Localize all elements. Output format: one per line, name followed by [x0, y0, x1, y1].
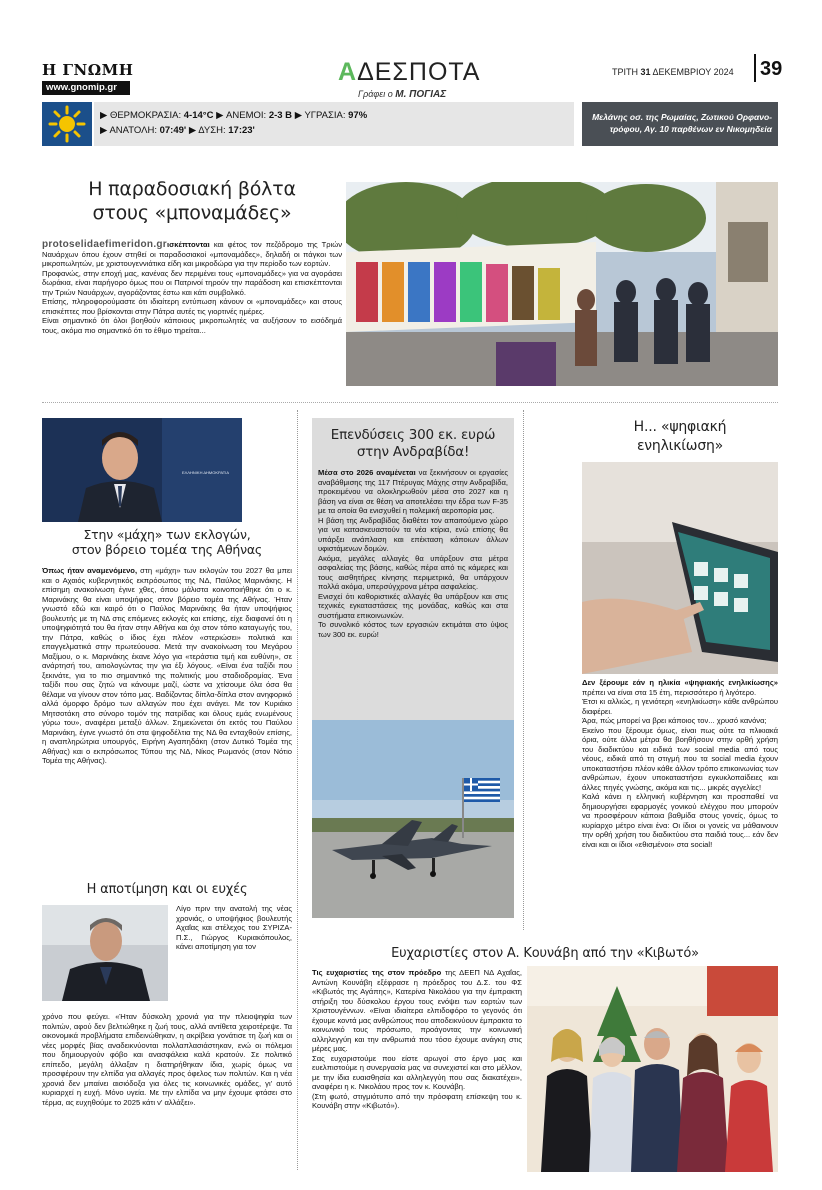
weather-line-2 — [100, 125, 255, 136]
article-andravida-lead: Μέσα στο 2026 αναμένεται — [318, 468, 416, 477]
article-andravida-paragraph: Ακόμα, μεγάλες αλλαγές θα υπάρξουν στα μέτρα ασφαλείας της βάσης, καθώς πέρα από τις κάμερες και τους αισθητήρες κίνησης περιμετρικά, θα υπάρχουν πολλά ακόμα, υπερσύγχρονα μέτρα ασφαλείας. — [318, 553, 508, 591]
article-marinakis-body — [42, 566, 292, 766]
article-andravida-title-line-2: στην Ανδραβίδα! — [356, 444, 470, 460]
sunset-icon: ▶ — [188, 125, 197, 136]
divider-vertical — [523, 410, 524, 930]
saints-of-day — [582, 102, 778, 146]
article-andravida-paragraph: Το συνολικό κόστος των εργασιών εκτιμάται στο ύψος των 300 εκ. ευρώ! — [318, 620, 508, 639]
newspaper-logo: Η ΓΝΩΜΗ — [42, 61, 134, 79]
article-andravida-paragraph: να ξεκινήσουν οι εργασίες αναβάθμισης της 117 Πτέρυγας Μάχης στην Ανδραβίδα, προκειμένου να ολοκληρωθούν μέσα στο 2027 και η βάση να είναι σε θέση να αποτελέσει την έδρα των F-35 με τα οποία θα ενισχυθεί η πολεμική αεροπορία μας. — [318, 468, 509, 515]
article-marinakis-title-line-2: στον βόρειο τομέα της Αθήνας — [71, 542, 263, 557]
date-day: 31 — [640, 67, 651, 77]
article-vollta-paragraph: και φέτος τον πεζόδρομο της Τριών Ναυάρχων όπου έχουν στηθεί οι παραδοσιακοί «μποναμάδες», δηλαδή οι πάγκοι των μικροπωλητών, με χριστουγεννιάτικα είδη και μικροδώρα για την περίοδο των εορτών. — [42, 240, 342, 268]
saints-line-1: Μελάνης οσ. της Ρωμαίας, Ζωτικού Ορφανο- — [592, 112, 772, 122]
sunrise-label: ΑΝΑΤΟΛΗ: — [109, 125, 157, 136]
svg-text:ΕΛΛΗΝΙΚΗ ΔΗΜΟΚΡΑΤΙΑ: ΕΛΛΗΝΙΚΗ ΔΗΜΟΚΡΑΤΙΑ — [182, 470, 229, 475]
article-psifiaki-lead: Δεν ξέρουμε εάν η ηλικία «ψηφιακής ενηλικίωσης» — [582, 678, 778, 687]
date-month-year: ΔΕΚΕΜΒΡΙΟΥ 2024 — [650, 67, 734, 77]
article-marinakis-paragraph: στη «μάχη» των εκλογών του 2027 θα μπει και ο Αχαιός κυβερνητικός εκπρόσωπος της ΝΔ, Παύλος Μαρινάκης. Η επίσημη ανακοίνωση έγινε χθες, όπου μάλιστα κοινοποιήθηκε ότι ο κ. Μαρινάκης θα είναι υποψήφιος στον βόρειο τομέα της Αθήνας. Ήταν γνωστό εδώ και καιρό ότι ο Παύλος Μαρινάκης θα ήταν υποψήφιος βουλευτής με τη ΝΔ στις επόμενες εκλογές και επίσης, είχε διαφανεί ότι η υποψηφιότητά του θα ήταν στην Αθήνα και όχι στον τόπο καταγωγής του, την Πάτρα, καθώς ο ίδιος έχει πλέον «στεριώσει» πολιτικά και επαγγελματικά στην πρωτεύουσα. Μετά την ανακοίνωση του Μεγάρου Μαξίμου, ο κ. Μαρινάκης έκανε λόγο για «τεράστια τιμή και ευθύνη», σε ανάρτησή του, αιτιολογώντας την για έξι λόγους. «Είναι ένα ταξίδι που ξεκινάτε, για το πιο σημαντικό της πολιτικής μου σταδιοδρομίας. Ένα ταξίδι που σας ζητώ να κάνουμε μαζί, ώστε να χτίσουμε όλα όσα θα θέλαμε να γίνουν στον τόπο μας. Βαδίζοντας δίπλα-δίπλα στον ανηφορικό αλλά όμορφο δρόμο των αλλαγών που έχει ανάγει. Με τον Κυριάκο Μητσοτάκη στο σύνορο τομόν της πατρίδας και όλους εμάς ενωμένους γύρω του», αναφέρει μεταξύ άλλων. Σημειώνεται ότι εκτός του Παύλου Μαρινάκη, έγινε γνωστό ότι στα ψηφοδέλτια της ΝΔ θα ενταχθούν επίσης, η αναπληρώτρια υπουργός, Ειρήνη Αγαπηδάκη (στον Δυτικό Τομέα της Αθήνας) και ο εκπρόσωπος Τύπου της ΝΔ, Νίκος Ρωμανός (στον Νότιο Τομέα της Αθήνας). — [42, 566, 292, 765]
temperature-value: 4-14°C — [183, 110, 214, 121]
article-apotimisi-body-top: Λίγο πριν την ανατολή της νέας χρονιάς, ο υποψήφιος βουλευτής Αχαΐας και στέλεχος του ΣΥΡΙΖΑ-Π.Σ., Γιώργος Κυριακόπουλος, κάνει αποτίμηση για τον — [176, 904, 292, 951]
article-kivotos-paragraph: (Στη φωτό, στιγμιότυπο από την πρόσφατη επίσκεψη του κ. Κουνάβη στην «Κιβωτό»). — [312, 1091, 522, 1110]
thermometer-icon: ▶ — [100, 110, 108, 121]
article-marinakis-title-line-1: Στην «μάχη» των εκλογών, — [83, 527, 251, 542]
sunset-value: 17:23' — [228, 125, 255, 136]
issue-date — [612, 67, 734, 77]
article-andravida-body — [318, 468, 508, 639]
article-andravida-paragraph: Η βάση της Ανδραβίδας διαθέτει τον απαιτούμενο χώρο για να κατασκευαστούν τα νέα κτίρια, ενώ επίσης θα υπάρξει ανάπλαση και επέκταση κάποιων άλλων υφιστάμενων δομών. — [318, 515, 508, 553]
article-psifiaki-paragraph: Άρα, πώς μπορεί να βρει κάποιος τον... χρυσό κανόνα; — [582, 716, 767, 725]
page-number-divider — [754, 54, 756, 82]
temperature-label: ΘΕΡΜΟΚΡΑΣΙΑ: — [109, 110, 182, 121]
article-vollta-title-line-1: Η παραδοσιακή βόλτα — [88, 178, 296, 200]
saints-line-2: τρόφου, Αγ. 10 παρθένων εν Νικομηδεία — [609, 124, 772, 134]
article-kivotos-paragraph: Σας ευχαριστούμε που είστε αρωγοί στο έργο μας και ευελπιστούμε η συνεργασία μας να συνεχιστεί και στο μέλλον, με την ίδια ευαισθησία και αλληλεγγύη που σας διακατέχει», αναφέρει η κ. Νικολάου προς τον κ. Κουνάβη. — [312, 1053, 522, 1091]
article-vollta-body — [42, 240, 342, 335]
byline-name: Μ. ΠΟΓΙΑΣ — [395, 89, 447, 100]
article-psifiaki-paragraph: Έτσι κι αλλιώς, η γενιότερη «ενηλικίωση» κάθε ανθρώπου διαφέρει. — [582, 697, 778, 716]
article-andravida-title — [312, 427, 514, 461]
kivotos-group-photo — [527, 966, 778, 1172]
divider-horizontal — [42, 402, 778, 403]
article-vollta-lead: ισκέπτονται — [167, 240, 210, 249]
masthead — [0, 0, 822, 100]
page-number: 39 — [760, 58, 783, 80]
sun-icon — [42, 102, 92, 146]
watermark: protoselidaefimeridon.gr — [42, 239, 167, 250]
article-psifiaki-paragraph: Καλά κάνει η ελληνική κυβέρνηση και προσπαθεί να δημιουργήσει εφαρμογές γονικού ελέγχου που μπορούν να προσφέρουν κάποια βαθμίδα στους γονείς, όμως το κυρίαρχο μέτρο είναι ένα: Οι ίδιοι οι γονείς να μάθαινουν την ορθή χρήση του διαδικτύου στα παιδιά τους... εάν δεν είναι και οι ίδιοι «εθισμένοι» στα social! — [582, 792, 778, 849]
sunset-label: ΔΥΣΗ: — [198, 125, 226, 136]
divider-vertical — [297, 410, 298, 1170]
article-psifiaki-paragraph: πρέπει να είναι στα 15 έτη, περισσότερο ή λιγότερο. — [582, 687, 757, 697]
wind-value: 2-3 Β — [268, 110, 293, 121]
article-kivotos-body — [312, 968, 522, 1111]
weather-icon-box — [42, 102, 92, 146]
article-apotimisi-body-rest: χρόνο που φεύγει. «Ήταν δύσκολη χρονιά για την πλειοψηφία των πολιτών, αφού δεν βελτιώθηκε η ζωή τους, αλλά αντίθετα χειροτέρεψε. Τα οικονομικά προβλήματα επιδεινώθηκαν, η ακρίβεια γονάτισε τη ζωή και οι νέες μορφές βίας αναδεικνύονται πολλαπλασιάστηκαν, ενώ οι πόλεμοι που δημιουργούν φόβο και ανασφάλεια καλά κρατούν. Σε πολιτικό επίπεδο, μεγάλη άλλαξαν η διατηρήθηκαν ίδια, χωρίς όμως να προσφέρουν την ελπίδα για αλλαγές προς όφελος των πολιτών. Και η νέα χρονιά δεν μπαίνει αισιόδοξα για όλες τις κοινωνικές ομάδες, γι' αυτό κυριαρχεί η ευχή. Μόνο υγεία. Με την ελπίδα να μην έχουμε φτάσει στο τέρμα, ας ευχηθούμε το 2025 κάτι ν' αλλάξει». — [42, 1012, 292, 1107]
sunrise-icon: ▶ — [100, 125, 108, 136]
weather-line-1 — [100, 110, 367, 121]
wind-icon: ▶ — [216, 110, 224, 121]
article-psifiaki-title — [582, 418, 778, 456]
weather-bar — [42, 102, 778, 146]
byline-prefix: Γράφει ο — [358, 89, 393, 99]
website-url[interactable]: www.gnomip.gr — [42, 81, 130, 95]
sunrise-value: 07:49' — [159, 125, 187, 136]
humidity-value: 97% — [348, 110, 368, 121]
section-title-rest: ΔΕΣΠΟΤΑ — [357, 58, 481, 86]
wind-label: ΑΝΕΜΟΙ: — [226, 110, 267, 121]
byline — [358, 89, 446, 100]
article-apotimisi-title: Η αποτίμηση και οι ευχές — [86, 882, 248, 897]
market-stalls-photo — [346, 182, 778, 386]
humidity-icon: ▶ — [294, 110, 302, 121]
article-kivotos-paragraph: της ΔΕΕΠ ΝΔ Αχαΐας, Αντώνη Κουνάβη εξέφρασε η πρόεδρος του Δ.Σ. του ΦΣ «Κιβωτός της Αγάπης», Κατερίνα Νικολάου για την έμπρακτη στήριξη του δύσκολου έργου τους ενόψει των εορτών των Χριστουγέννων. «Είναι ιδιαίτερα ελπιδοφόρο το γεγονός ότι έχουμε κοντά μας ανθρώπους που αποδεικνύουν έμπρακτα το κοινωνικό τους πρόσωπο, προάγοντας την κοινωνική αλληλεγγύη και την ανθρωπιά που τόσο έχουμε ανάγκη στις μέρες μας. — [312, 968, 522, 1053]
section-title — [338, 58, 480, 87]
humidity-label: ΥΓΡΑΣΙΑ: — [304, 110, 346, 121]
article-marinakis-lead: Όπως ήταν αναμενόμενο, — [42, 566, 138, 575]
article-andravida-paragraph: Ενισχεί ότι καθοριστικές αλλαγές θα υπάρξουν και στις τεχνικές εγκαταστάσεις της μονάδας, καθώς και στα συστήματα επικοινωνιών. — [318, 591, 508, 620]
article-psifiaki-body — [582, 678, 778, 849]
weather-info — [94, 102, 574, 146]
article-vollta-title — [42, 177, 342, 225]
article-kivotos-title: Ευχαριστίες στον Α. Κουνάβη από την «Κιβωτό» — [391, 946, 699, 961]
article-psifiaki-paragraph: Εκείνο που ξέρουμε όμως, είναι πως ούτε τα πλικιακά όρια, ούτε άλλα μέτρα θα βοηθήσουν στην ορθή χρήση του διαδικτύου και ειδικά των social media από τους νέους, ειδικά από τη στιγμή που τα social media έχουν υποκαταστήσει πλέον κάθε άλλον τρόπο επικοινωνίας των ανθρώπων, έχουν υποκαταστήσει εγκυκλοπαίδειες και άλλες πηγές γνώσης, ακόμα και τις... μικρές αγγελίες! — [582, 725, 778, 792]
article-vollta-paragraph: Είναι σημαντικό ότι όλοι βοηθούν κάποιους μικροπωλητές να αυξήσουν το εισόδημά τους, ακόμα πιο σημαντικό ότι το έθιμο τηρείται... — [42, 316, 342, 335]
article-psifiaki-title-line-1: Η... «ψηφιακή — [633, 419, 727, 435]
article-psifiaki-title-line-2: ενηλικίωση» — [636, 438, 724, 454]
article-vollta-paragraph: Προφανώς, στην εποχή μας, κανένας δεν περιμένει τους «μποναμάδες» για να αγοράσει δωράκια, είναι παρήγορο όμως που οι Πατρινοί τηρούν την παράδοση και επισκέπτονται την Τριών Ναυάρχων, αγοράζοντας έστω και κάτι συμβολικό. — [42, 268, 342, 297]
article-kivotos-lead: Τις ευχαριστίες της στον πρόεδρο — [312, 968, 442, 977]
f35-jet-photo — [312, 720, 514, 918]
date-weekday: ΤΡΙΤΗ — [612, 67, 641, 77]
article-marinakis-title — [42, 527, 292, 557]
article-vollta-paragraph: Επίσης, πληροφορούμαστε ότι ιδιαίτερη εντύπωση κάνουν οι «μποναμάδες» και στους επισκέπτες που βρίσκονται στην Πάτρα αυτές τις γιορτινές ημέρες. — [42, 297, 342, 316]
kyriakopoulos-photo — [42, 905, 168, 1001]
section-title-accent: Α — [338, 58, 358, 86]
article-vollta-title-line-2: στους «μποναμάδες» — [92, 202, 292, 224]
marinakis-photo — [42, 418, 242, 522]
article-andravida-title-line-1: Επενδύσεις 300 εκ. ευρώ — [330, 427, 496, 443]
tablet-hands-photo — [582, 462, 778, 674]
